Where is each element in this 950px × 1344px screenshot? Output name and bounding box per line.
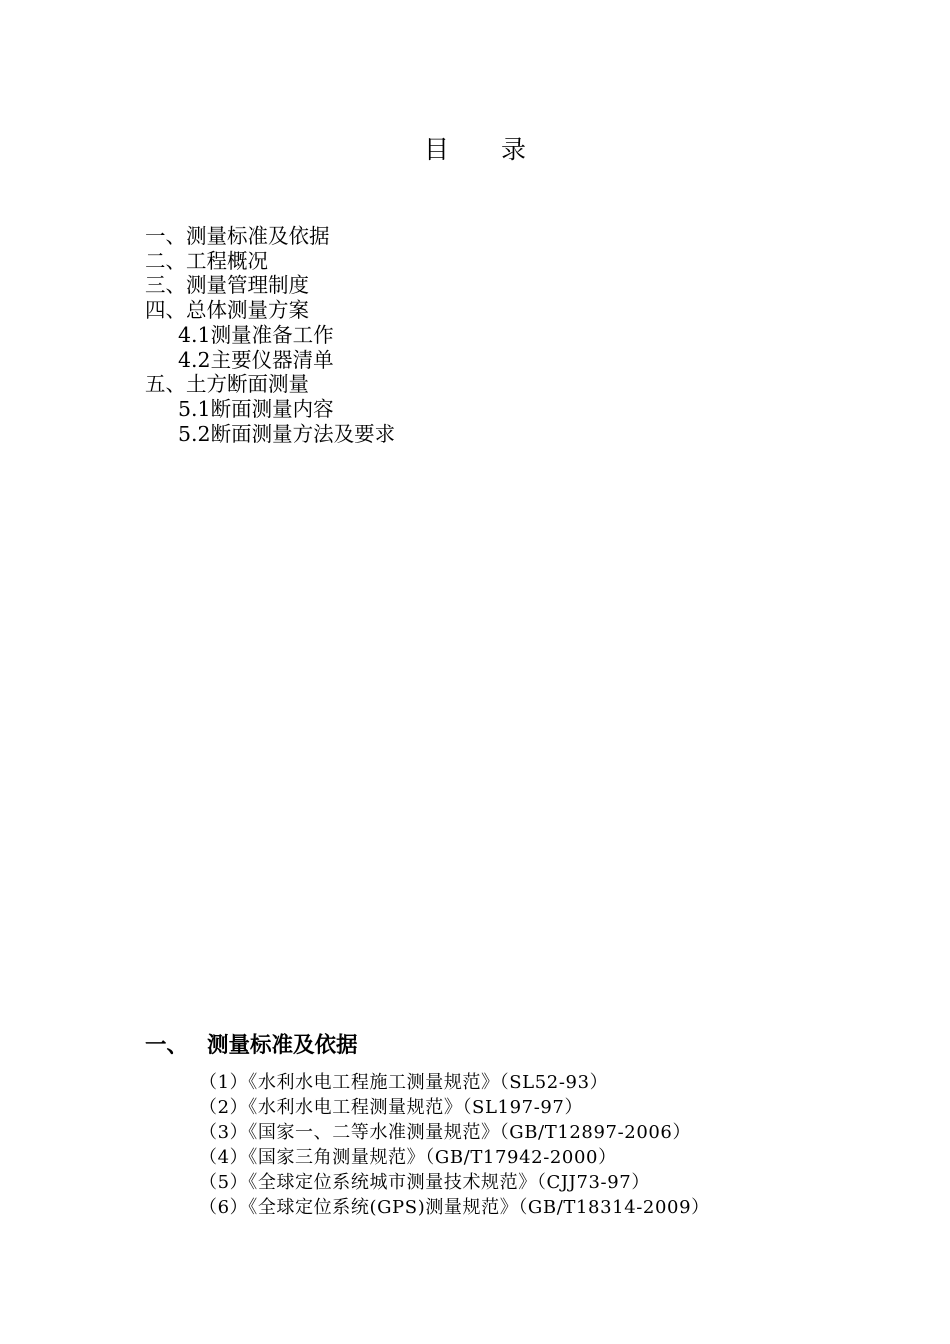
table-of-contents xyxy=(145,224,395,446)
toc-item-3[interactable]: 三、测量管理制度 xyxy=(145,273,309,298)
toc-title-char-1: 目 xyxy=(423,135,449,164)
reference-item: （6）《全球定位系统(GPS)测量规范》（GB/T18314-2009） xyxy=(199,1197,710,1218)
toc-item-4[interactable]: 四、总体测量方案 xyxy=(145,298,309,323)
reference-list xyxy=(199,1070,710,1220)
toc-item-2[interactable]: 二、工程概况 xyxy=(145,248,268,273)
section-number: 一、 xyxy=(145,1033,189,1058)
reference-item: （1）《水利水电工程施工测量规范》（SL52-93） xyxy=(199,1072,609,1093)
toc-item-1[interactable]: 一、测量标准及依据 xyxy=(145,224,330,248)
reference-item: （2）《水利水电工程测量规范》（SL197-97） xyxy=(199,1097,584,1118)
toc-item-5[interactable]: 五、土方断面测量 xyxy=(145,372,309,397)
toc-title xyxy=(0,134,950,166)
toc-item-5-2[interactable]: 5.2断面测量方法及要求 xyxy=(178,421,396,446)
toc-item-5-1[interactable]: 5.1断面测量内容 xyxy=(178,396,334,421)
toc-title-char-2: 录 xyxy=(501,135,527,164)
toc-item-4-2[interactable]: 4.2主要仪器清单 xyxy=(178,347,334,372)
section-heading xyxy=(145,1030,358,1062)
reference-item: （4）《国家三角测量规范》（GB/T17942-2000） xyxy=(199,1147,617,1168)
section-title: 测量标准及依据 xyxy=(207,1033,358,1058)
reference-item: （5）《全球定位系统城市测量技术规范》（CJJ73-97） xyxy=(199,1172,650,1193)
reference-item: （3）《国家一、二等水准测量规范》（GB/T12897-2006） xyxy=(199,1122,692,1143)
toc-item-4-1[interactable]: 4.1测量准备工作 xyxy=(178,322,334,347)
